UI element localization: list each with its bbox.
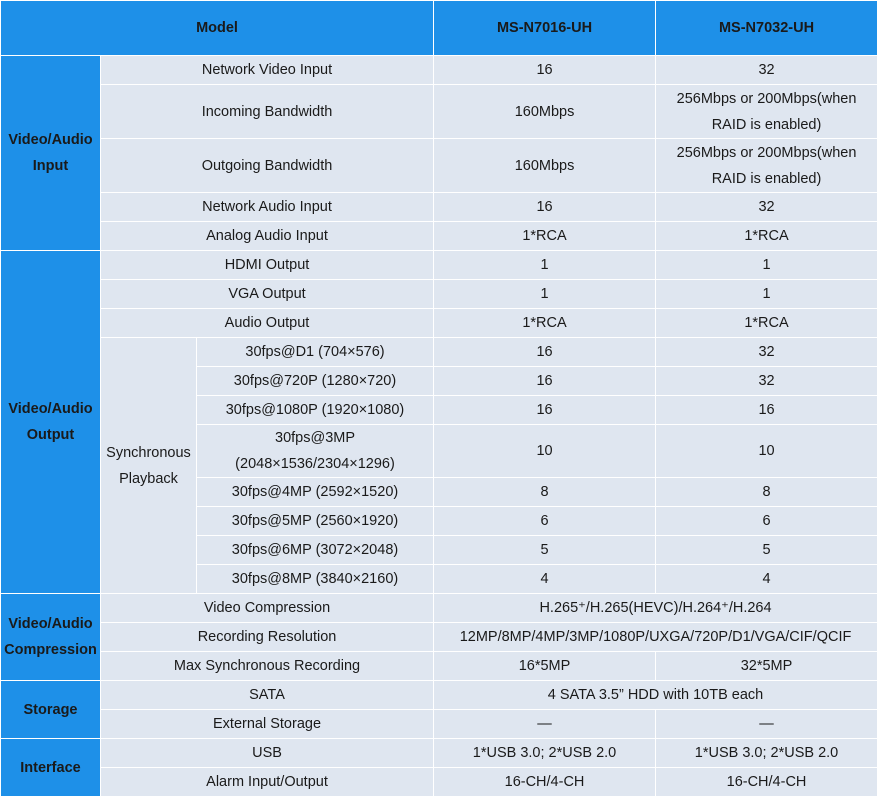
value-col2: 16 (656, 396, 877, 425)
value-col2: — (656, 710, 877, 739)
row-label: SATA (101, 681, 434, 710)
value-col1: 1*RCA (434, 222, 656, 251)
row-label: Alarm Input/Output (101, 768, 434, 797)
table-row (1, 222, 877, 251)
value-col2: 32 (656, 367, 877, 396)
value-col2: 1*RCA (656, 309, 877, 338)
value-col1: — (434, 710, 656, 739)
value-col2: 256Mbps or 200Mbps(when RAID is enabled) (656, 139, 877, 193)
value-col1: 16 (434, 367, 656, 396)
row-label: External Storage (101, 710, 434, 739)
row-label: Max Synchronous Recording (101, 652, 434, 681)
value-col2: 256Mbps or 200Mbps(when RAID is enabled) (656, 85, 877, 139)
value-col1: 16 (434, 338, 656, 367)
value-col1: 160Mbps (434, 139, 656, 193)
table-row (1, 309, 877, 338)
category-video-audio-input: Video/Audio Input (1, 56, 101, 251)
value-col2: 32 (656, 193, 877, 222)
row-label: Analog Audio Input (101, 222, 434, 251)
value-col1: 4 (434, 565, 656, 594)
playback-mode-label: 30fps@D1 (704×576) (197, 338, 434, 367)
row-label: Recording Resolution (101, 623, 434, 652)
header-col2: MS-N7032-UH (656, 1, 877, 56)
table-row (1, 652, 877, 681)
playback-mode-label: 30fps@8MP (3840×2160) (197, 565, 434, 594)
table-row (1, 739, 877, 768)
playback-mode-label: 30fps@3MP (2048×1536/2304×1296) (197, 425, 434, 478)
value-col1: 1 (434, 280, 656, 309)
value-col2: 5 (656, 536, 877, 565)
row-label: Incoming Bandwidth (101, 85, 434, 139)
table-row (1, 85, 877, 139)
row-label: VGA Output (101, 280, 434, 309)
header-col1: MS-N7016-UH (434, 1, 656, 56)
value-merged: 12MP/8MP/4MP/3MP/1080P/UXGA/720P/D1/VGA/CIF/QCIF (434, 623, 877, 652)
value-col1: 1*RCA (434, 309, 656, 338)
value-col2: 1*RCA (656, 222, 877, 251)
table-row (1, 681, 877, 710)
row-label: Network Video Input (101, 56, 434, 85)
value-col1: 8 (434, 478, 656, 507)
value-col2: 32 (656, 338, 877, 367)
value-merged: 4 SATA 3.5” HDD with 10TB each (434, 681, 877, 710)
table-row (1, 623, 877, 652)
playback-mode-label: 30fps@720P (1280×720) (197, 367, 434, 396)
row-label: USB (101, 739, 434, 768)
header-model: Model (1, 1, 434, 56)
row-label: HDMI Output (101, 251, 434, 280)
value-col1: 16 (434, 193, 656, 222)
category-interface: Interface (1, 739, 101, 797)
value-merged: H.265⁺/H.265(HEVC)/H.264⁺/H.264 (434, 594, 877, 623)
value-col1: 6 (434, 507, 656, 536)
value-col1: 1*USB 3.0; 2*USB 2.0 (434, 739, 656, 768)
row-label: Video Compression (101, 594, 434, 623)
table-row (1, 251, 877, 280)
playback-mode-label: 30fps@4MP (2592×1520) (197, 478, 434, 507)
value-col1: 1 (434, 251, 656, 280)
value-col1: 16-CH/4-CH (434, 768, 656, 797)
row-label: Network Audio Input (101, 193, 434, 222)
value-col2: 10 (656, 425, 877, 478)
value-col2: 1 (656, 251, 877, 280)
value-col2: 6 (656, 507, 877, 536)
playback-mode-label: 30fps@1080P (1920×1080) (197, 396, 434, 425)
table-row (1, 139, 877, 193)
value-col2: 16-CH/4-CH (656, 768, 877, 797)
value-col1: 160Mbps (434, 85, 656, 139)
category-video-audio-compression: Video/Audio Compression (1, 594, 101, 681)
table-row (1, 56, 877, 85)
value-col2: 32 (656, 56, 877, 85)
value-col2: 1*USB 3.0; 2*USB 2.0 (656, 739, 877, 768)
value-col1: 16 (434, 396, 656, 425)
row-label: Outgoing Bandwidth (101, 139, 434, 193)
sync-playback-label: Synchronous Playback (101, 338, 197, 594)
value-col1: 16 (434, 56, 656, 85)
value-col2: 4 (656, 565, 877, 594)
playback-mode-label: 30fps@5MP (2560×1920) (197, 507, 434, 536)
value-col2: 8 (656, 478, 877, 507)
value-col1: 10 (434, 425, 656, 478)
playback-mode-label: 30fps@6MP (3072×2048) (197, 536, 434, 565)
row-label: Audio Output (101, 309, 434, 338)
table-row (1, 338, 877, 367)
table-row (1, 768, 877, 797)
category-video-audio-output: Video/Audio Output (1, 251, 101, 594)
value-col2: 1 (656, 280, 877, 309)
value-col2: 32*5MP (656, 652, 877, 681)
value-col1: 5 (434, 536, 656, 565)
table-row (1, 193, 877, 222)
table-row (1, 280, 877, 309)
table-row (1, 594, 877, 623)
table-row (1, 710, 877, 739)
value-col1: 16*5MP (434, 652, 656, 681)
category-storage: Storage (1, 681, 101, 739)
